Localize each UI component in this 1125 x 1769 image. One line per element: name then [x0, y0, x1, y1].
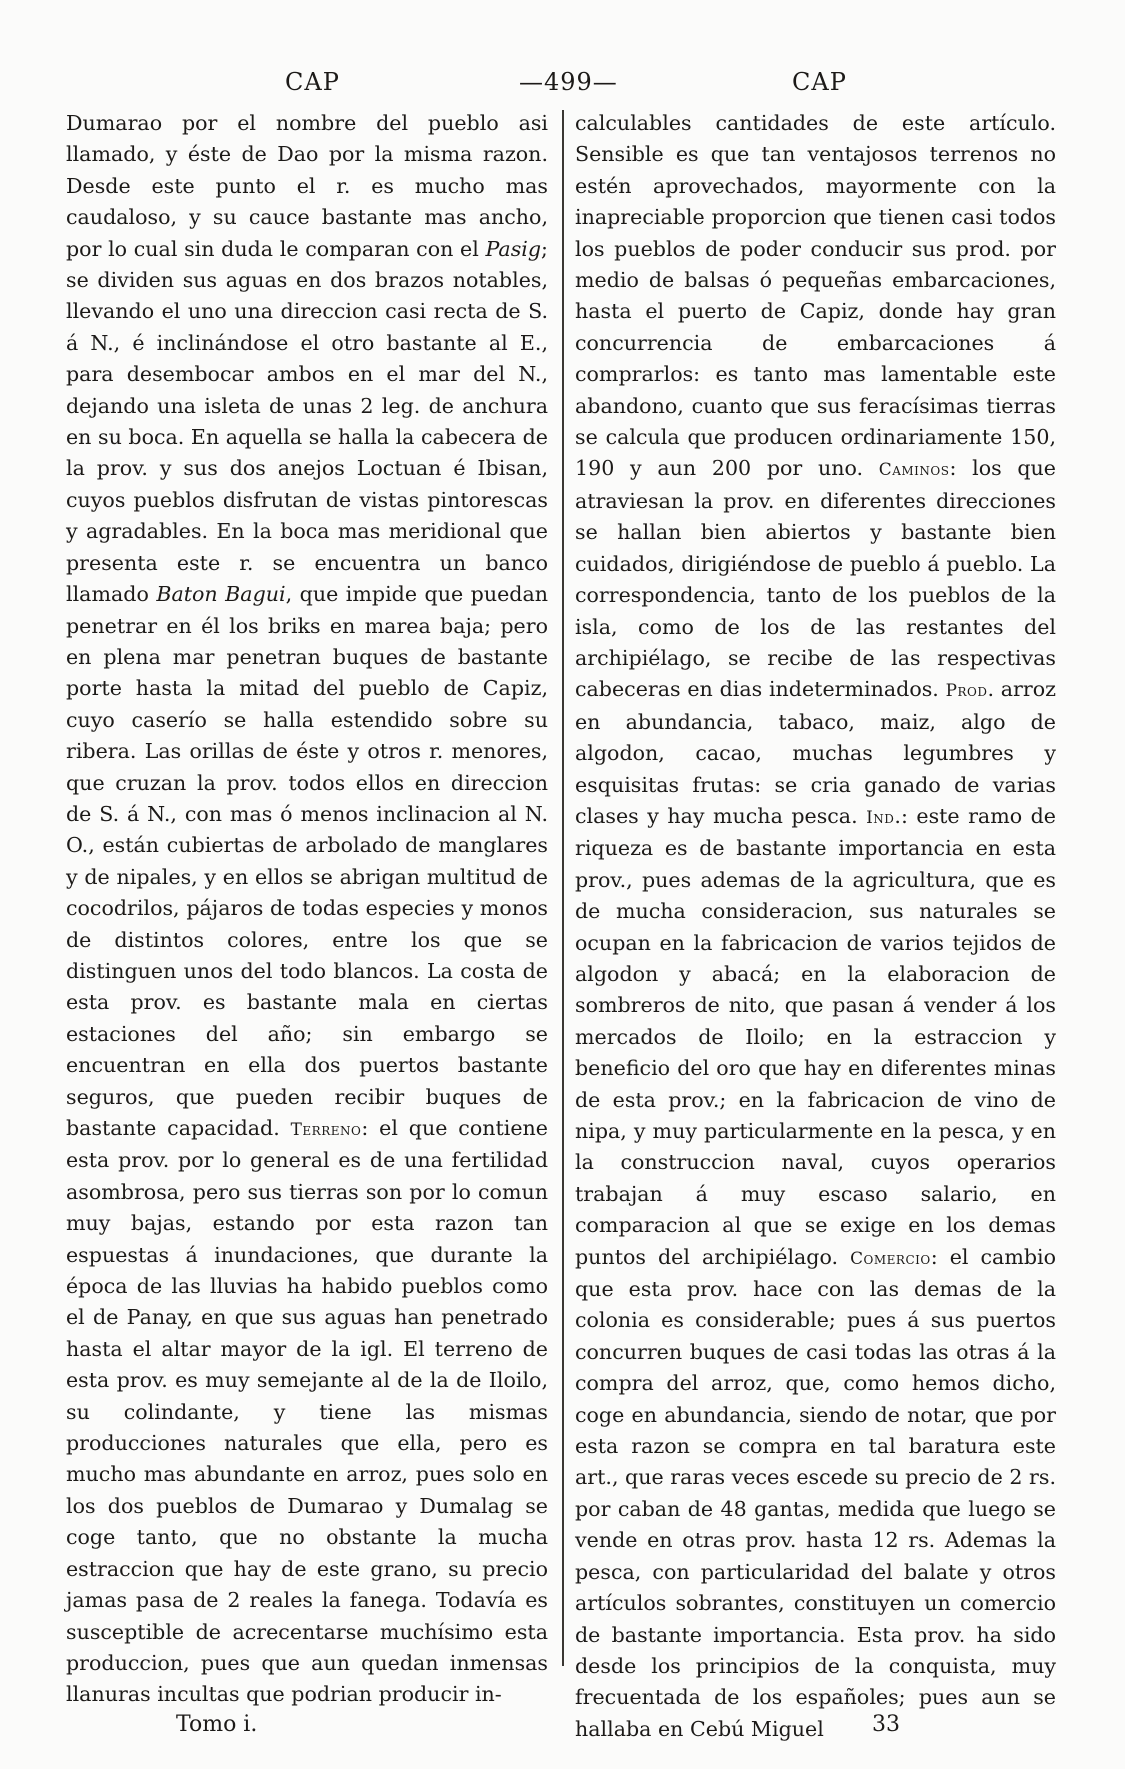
header-right-keyword: CAP [792, 68, 847, 96]
text-run: .: este ramo de riqueza es de bastante importancia en esta prov., pues ademas de la agricultura, que es de mucha consideracion, sus naturales se ocupan en la fabricacion de varios tejidos de algodon y abacá; en la elaboracion de sombreros de nito, que pasan á vender á los mercados de Iloilo; en la estraccion y beneficio del oro que hay en diferentes minas de esta prov.; en la fabricacion de vino de nipa, y muy particularmente en la pesca, y en la construccion naval, cuyos operarios trabajan á muy escaso salario, en comparacion al que se exige en los demas puntos del archipiélago. [575, 803, 1056, 1269]
section-heading-prod: Prod [945, 680, 988, 701]
section-heading-caminos: Caminos [878, 459, 950, 480]
volume-label: Tomo i. [176, 1712, 258, 1737]
text-run: Dumarao por el nombre del pueblo asi llamado, y éste de Dao por la misma razon. Desde este punto el r. es mucho mas caudaloso, y su cauce bastante mas ancho, por lo cual sin duda le comparan con el [66, 111, 548, 261]
section-heading-comercio: Comercio [850, 1247, 931, 1268]
left-column-text [66, 108, 548, 1711]
text-run: : el cambio que esta prov. hace con las demas de la colonia es considerable; pues á sus puertos concurren buques de casi todas las otras á la compra del arroz, que, como hemos dicho, coge en abundancia, siendo de notar, que por esta razon se compra en tal baratura este art., que raras veces escede su precio de 2 rs. por caban de 48 gantas, medida que luego se vende en otras prov. hasta 12 rs. Ademas la pesca, con particularidad del balate y otros artículos sobrantes, constituyen un comercio de bastante importancia. Esta prov. ha sido desde los principios de la conquista, muy frecuentada de los españoles; pues aun se hallaba en Cebú Miguel [575, 1244, 1057, 1741]
running-header [0, 68, 1125, 104]
header-left-keyword: CAP [285, 68, 340, 96]
place-name-italic: Baton Bagui [156, 582, 286, 607]
section-heading-ind: Ind [866, 806, 895, 827]
right-column-text [575, 108, 1056, 1745]
text-run: : los que atraviesan la prov. en diferentes direcciones se hallan bien abiertos y bastante bien cuidados, dirigiéndose de pueblo á pueblo. La correspondencia, tanto de los pueblos de la isla, como de los de las restantes del archipiélago, se recibe de las respectivas cabeceras en dias indeterminados. [575, 456, 1056, 702]
text-run: calculables cantidades de este artículo. Sensible es que tan ventajosos terrenos no estén aprovechados, mayormente con la inapreciable proporcion que tienen casi todos los pueblos de poder conducir sus prod. por medio de balsas ó pequeñas embarcaciones, hasta el puerto de Capiz, donde hay gran concurrencia de embarcaciones á comprarlos: es tanto mas lamentable este abandono, cuanto que sus feracísimas tierras se calcula que producen ordinariamente 150, 190 y aun 200 por uno. [575, 111, 1056, 481]
left-column [66, 108, 549, 1707]
section-heading-terreno: Terreno [290, 1119, 362, 1139]
place-name-italic: Pasig [485, 236, 542, 261]
text-run: , que impide que puedan penetrar en él los briks en marea baja; pero en plena mar penetran buques de bastante porte hasta la mitad del pueblo de Capiz, cuyo caserío se halla estendido sobre su ribera. Las orillas de éste y otros r. menores, que cruzan la prov. todos ellos en direccion de S. á N., con mas ó menos inclinacion al N. O., están cubiertas de arbolado de manglares y de nipales, y en ellos se abrigan multitud de cocodrilos, pájaros de todas especies y monos de distintos colores, entre los que se distinguen unos del todo blancos. La costa de esta prov. es bastante mala en ciertas estaciones del año; sin embargo se encuentran en ella dos puertos bastante seguros, que pueden recibir buques de bastante capacidad. [66, 582, 549, 1140]
page-footer [0, 1712, 1125, 1746]
signature-mark: 33 [872, 1712, 900, 1737]
page-number: —499— [519, 68, 618, 96]
text-run: ; se dividen sus aguas en dos brazos notables, llevando el uno una direccion casi recta de S. á N., é inclinándose el otro bastante al E., para desembocar ambos en el mar del N., dejando una isleta de unas 2 leg. de anchura en su boca. En aquella se halla la cabecera de la prov. y sus dos anejos Loctuan é Ibisan, cuyos pueblos disfrutan de vistas pintorescas y agradables. En la boca mas meridional que presenta este r. se encuentra un banco llamado [66, 236, 548, 607]
column-divider [562, 110, 564, 1666]
text-run: : el que contiene esta prov. por lo general es de una fertilidad asombrosa, pero sus tierras son por lo comun muy bajas, estando por esta razon tan espuestas á inundaciones, que durante la época de las lluvias ha habido pueblos como el de Panay, en que sus aguas han penetrado hasta el altar mayor de la igl. El terreno de esta prov. es muy semejante al de la de Iloilo, su colindante, y tiene las mismas producciones naturales que ella, pero es mucho mas abundante en arroz, pues solo en los dos pueblos de Dumarao y Dumalag se coge tanto, que no obstante la mucha estraccion que hay de este grano, su precio jamas pasa de 2 reales la fanega. Todavía es susceptible de acrecentarse muchísimo esta produccion, pues que aun quedan inmensas llanuras incultas que podrian producir in- [66, 1116, 548, 1707]
text-run: . arroz en abundancia, tabaco, maiz, algo de algodon, cacao, muchas legumbres y esquisitas frutas: se cria ganado de varias clases y hay mucha pesca. [575, 677, 1056, 828]
